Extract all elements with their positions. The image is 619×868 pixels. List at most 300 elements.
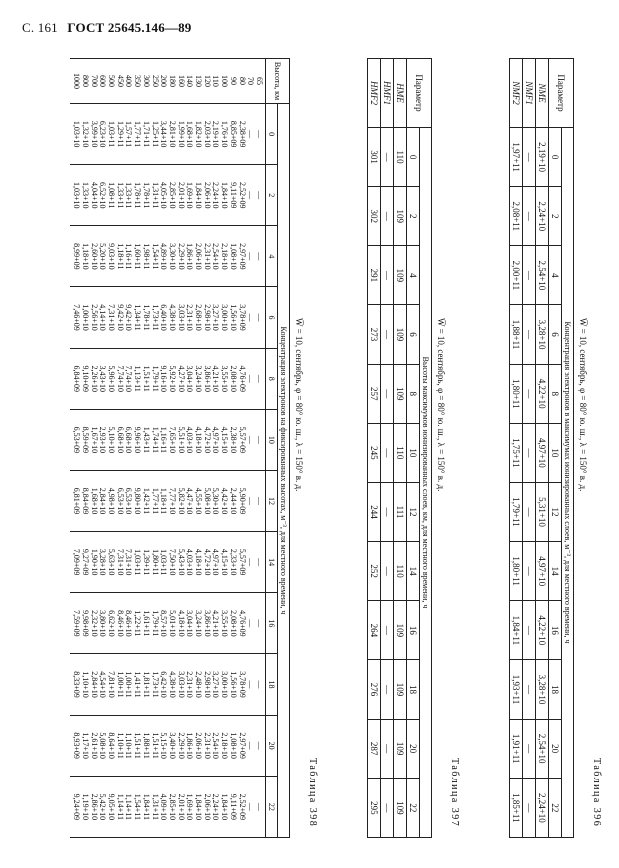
hour-header: 0 xyxy=(266,104,278,165)
value-cell: 4,97+10 xyxy=(536,542,549,601)
value-cell: 109 xyxy=(394,364,407,423)
value-cell: — xyxy=(246,252,256,261)
value-cell: — xyxy=(255,497,264,506)
value-cell: — xyxy=(381,423,394,482)
value-cell: 1,16+11 xyxy=(159,426,169,453)
value-cell: 1,03+11 xyxy=(107,120,117,148)
table-396 xyxy=(509,58,574,858)
value-cell: — xyxy=(523,601,536,660)
value-cell: 301 xyxy=(368,128,381,187)
value-cell: 5,08+10 xyxy=(202,487,212,515)
value-cell: 1,80+11 xyxy=(510,542,523,601)
value-cell: 5,90+09 xyxy=(237,487,247,515)
value-cell: 2,03+10 xyxy=(202,120,212,148)
value-cell: 1,33+11 xyxy=(115,182,125,209)
param-cell: NMF2 xyxy=(510,59,523,128)
value-cell: 2,18+10 xyxy=(220,243,230,270)
value-cell: 1,31+11 xyxy=(150,793,160,820)
hour-header: 12 xyxy=(407,482,420,541)
value-cell: 1,74+11 xyxy=(150,426,160,453)
value-cell: 3,55+10 xyxy=(220,610,230,637)
value-cell: 9,27+09 xyxy=(80,548,90,576)
value-cell: 3,24+10 xyxy=(194,365,204,392)
value-cell: 9,42+10 xyxy=(115,304,125,331)
value-cell: 5,42+10 xyxy=(98,793,108,821)
value-cell: 4,21+10 xyxy=(211,365,221,392)
value-cell: 1,69+10 xyxy=(185,793,195,821)
height-cell: 300 xyxy=(141,75,151,87)
value-cell: 1,60+11 xyxy=(133,243,143,270)
value-cell: 109 xyxy=(394,187,407,246)
height-cell: 70 xyxy=(246,77,256,85)
value-cell: 1,54+11 xyxy=(150,243,160,270)
value-cell: 2,06+10 xyxy=(202,793,212,821)
value-cell: 2,32+10 xyxy=(89,610,99,637)
hour-column xyxy=(70,226,266,287)
value-cell: 1,68+10 xyxy=(89,487,99,515)
value-cell: 6,52+10 xyxy=(98,181,108,209)
value-cell: 7,50+10 xyxy=(167,548,177,576)
value-cell: 2,86+10 xyxy=(89,793,99,821)
table-398-subcaption: Концентрация электронов на фиксированных высотах, м⁻³, для местного времени, ч xyxy=(278,104,290,838)
heights-column xyxy=(70,59,266,104)
value-cell: 1,93+11 xyxy=(510,660,523,719)
value-cell: 5,01+10 xyxy=(167,610,177,637)
value-cell: 244 xyxy=(368,482,381,541)
table-row xyxy=(510,59,523,838)
value-cell: 4,76+09 xyxy=(237,610,247,637)
value-cell: 8,84+09 xyxy=(80,487,90,515)
hour-column xyxy=(70,654,266,715)
value-cell: 2,26+10 xyxy=(89,365,99,392)
height-cell: 140 xyxy=(185,75,195,87)
value-cell: 2,18+10 xyxy=(220,732,230,759)
value-cell: 1,32+10 xyxy=(80,120,90,148)
value-cell: 1,57+11 xyxy=(124,120,134,148)
height-cell: 110 xyxy=(211,75,221,87)
value-cell: 1,13+11 xyxy=(133,365,143,392)
table-396-caption: W̅ = 10, сентябрь, φ = 80° ю. ш., λ = 150° в. д. xyxy=(578,318,588,492)
value-cell: 1,97+11 xyxy=(510,128,523,187)
value-cell: 2,06+10 xyxy=(194,732,204,759)
value-cell: 1,84+10 xyxy=(194,181,204,209)
value-cell: 8,85+09 xyxy=(228,120,238,148)
value-cell: 4,97+10 xyxy=(211,548,221,576)
hour-header: 16 xyxy=(549,601,562,660)
value-cell: 4,15+10 xyxy=(220,426,230,454)
value-cell: — xyxy=(523,423,536,482)
table-398-number: Таблица 398 xyxy=(307,758,318,828)
value-cell: — xyxy=(523,246,536,305)
value-cell: 1,14+11 xyxy=(115,793,125,820)
value-cell: — xyxy=(255,374,264,383)
param-cell: HMF2 xyxy=(368,59,381,128)
hour-header: 4 xyxy=(549,246,562,305)
value-cell: 1,51+11 xyxy=(141,365,151,392)
value-cell: 2,98+10 xyxy=(202,671,212,698)
table-397-caption: W̅ = 10, сентябрь, φ = 80° ю. ш., λ = 150° в. д. xyxy=(436,318,446,492)
value-cell: 5,43+10 xyxy=(176,548,186,576)
hour-header: 0 xyxy=(549,128,562,187)
value-cell: 2,48+10 xyxy=(194,671,204,698)
value-cell: 6,84+09 xyxy=(72,365,82,392)
height-cell: 800 xyxy=(80,75,90,87)
hour-header: 22 xyxy=(549,778,562,837)
value-cell: — xyxy=(381,719,394,778)
value-cell: 2,33+10 xyxy=(228,548,238,576)
value-cell: 4,38+10 xyxy=(167,304,177,331)
value-cell: 1,61+11 xyxy=(141,610,151,637)
table-397 xyxy=(367,58,432,858)
value-cell: — xyxy=(246,741,256,750)
hour-header: 10 xyxy=(549,423,562,482)
height-cell: 80 xyxy=(237,77,247,85)
value-cell: 1,22+11 xyxy=(133,610,143,637)
value-cell: — xyxy=(246,130,256,139)
page-header xyxy=(22,20,192,36)
value-cell: 1,75+11 xyxy=(510,423,523,482)
value-cell: — xyxy=(246,558,256,567)
table-row xyxy=(381,59,394,838)
value-cell: 2,85+10 xyxy=(167,181,177,209)
value-cell: 2,01+10 xyxy=(176,181,186,209)
value-cell: — xyxy=(255,741,264,750)
value-cell: 1,10+11 xyxy=(124,732,134,759)
value-cell: 4,54+10 xyxy=(98,671,108,698)
height-cell: 200 xyxy=(159,75,169,87)
value-cell: 1,86+10 xyxy=(185,732,195,759)
value-cell: 1,33+10 xyxy=(80,181,90,209)
value-cell: 2,38+09 xyxy=(237,120,247,148)
rotated-page-body xyxy=(28,58,608,858)
hour-header: 22 xyxy=(266,776,278,837)
table-row xyxy=(523,59,536,838)
height-cell: 160 xyxy=(176,75,186,87)
value-cell: 1,80+11 xyxy=(510,364,523,423)
value-cell: — xyxy=(255,191,264,200)
value-cell: 8,99+09 xyxy=(72,243,82,270)
height-cell: 400 xyxy=(124,75,134,87)
hour-header: 16 xyxy=(266,593,278,654)
value-cell: 2,29+10 xyxy=(176,732,186,759)
value-cell: 1,54+11 xyxy=(133,793,143,820)
value-cell: 2,54+10 xyxy=(211,732,221,759)
standard-code: ГОСТ 25645.146—89 xyxy=(67,20,192,35)
table-398 xyxy=(70,58,290,858)
value-cell: 1,73+11 xyxy=(150,671,160,698)
height-cell: 100 xyxy=(220,75,230,87)
hour-column xyxy=(70,409,266,470)
value-cell: 1,78+11 xyxy=(141,304,151,331)
value-cell: 4,97+10 xyxy=(536,423,549,482)
value-cell: 6,53+10 xyxy=(115,487,125,515)
value-cell: 1,79+11 xyxy=(150,610,160,637)
value-cell: 9,96+10 xyxy=(133,426,143,454)
value-cell: 9,11+09 xyxy=(228,793,238,820)
value-cell: 1,08+10 xyxy=(228,243,238,270)
value-cell: — xyxy=(246,435,256,444)
value-cell: — xyxy=(246,680,256,689)
value-cell: 1,88+11 xyxy=(141,732,151,759)
table-row xyxy=(70,59,266,838)
value-cell: 2,01+10 xyxy=(176,793,186,821)
value-cell: — xyxy=(255,680,264,689)
hour-header: 4 xyxy=(407,246,420,305)
value-cell: 3,55+10 xyxy=(220,365,230,392)
value-cell: 2,56+10 xyxy=(89,304,99,331)
value-cell: 7,77+10 xyxy=(167,487,177,515)
value-cell: — xyxy=(246,619,256,628)
value-cell: 302 xyxy=(368,187,381,246)
value-cell: 4,72+10 xyxy=(202,426,212,454)
hour-header: 14 xyxy=(407,542,420,601)
value-cell: 2,06+10 xyxy=(194,243,204,270)
value-cell: 2,85+10 xyxy=(167,793,177,821)
param-cell: NME xyxy=(536,59,549,128)
value-cell: 4,72+10 xyxy=(202,548,212,576)
value-cell: 8,33+09 xyxy=(72,671,82,698)
value-cell: 1,67+10 xyxy=(89,426,99,454)
value-cell: 2,19+10 xyxy=(536,128,549,187)
value-cell: 3,99+10 xyxy=(89,120,99,148)
value-cell: 4,18+10 xyxy=(176,610,186,637)
value-cell: 3,28+10 xyxy=(98,548,108,576)
value-cell: 109 xyxy=(394,778,407,837)
height-cell: 120 xyxy=(202,75,212,87)
value-cell: 1,84+11 xyxy=(141,793,151,820)
height-cell: 65 xyxy=(255,77,264,85)
value-cell: 3,03+10 xyxy=(176,304,186,331)
hour-header: 18 xyxy=(549,660,562,719)
value-cell: — xyxy=(255,619,264,628)
value-cell: 291 xyxy=(368,246,381,305)
value-cell: 2,29+10 xyxy=(176,243,186,270)
hour-header: 20 xyxy=(407,719,420,778)
value-cell: 1,71+11 xyxy=(141,120,151,148)
value-cell: 2,19+10 xyxy=(211,120,221,148)
value-cell: 6,23+10 xyxy=(98,120,108,148)
value-cell: 2,60+10 xyxy=(89,243,99,270)
value-cell: 4,47+10 xyxy=(185,487,195,515)
hour-header: 4 xyxy=(266,226,278,287)
value-cell: 1,80+11 xyxy=(150,549,160,576)
value-cell: 2,84+10 xyxy=(98,487,108,515)
value-cell: 245 xyxy=(368,423,381,482)
hour-header: 14 xyxy=(549,542,562,601)
value-cell: 1,82+10 xyxy=(194,120,204,148)
table-398-caption: W̅ = 10, сентябрь, φ = 80° ю. ш., λ = 150° в. д. xyxy=(294,318,304,492)
value-cell: 1,03+11 xyxy=(133,549,143,576)
value-cell: 2,08+10 xyxy=(228,365,238,392)
value-cell: 109 xyxy=(394,660,407,719)
value-cell: 2,84+10 xyxy=(89,671,99,698)
hour-column xyxy=(70,776,266,837)
value-cell: 2,52+09 xyxy=(237,793,247,821)
value-cell: 1,78+11 xyxy=(141,182,151,209)
hour-column xyxy=(70,715,266,776)
value-cell: 3,27+10 xyxy=(211,304,221,331)
value-cell: — xyxy=(381,246,394,305)
hour-column xyxy=(70,348,266,409)
value-cell: 9,98+09 xyxy=(80,610,90,637)
value-cell: 2,31+10 xyxy=(185,671,195,698)
value-cell: 6,68+10 xyxy=(115,426,125,454)
param-cell: HME xyxy=(394,59,407,128)
value-cell: 257 xyxy=(368,364,381,423)
table-397-number: Таблица 397 xyxy=(449,758,460,828)
value-cell: 109 xyxy=(394,719,407,778)
value-cell: 1,00+11 xyxy=(124,671,134,698)
value-cell: 110 xyxy=(394,128,407,187)
value-cell: — xyxy=(523,778,536,837)
height-cell: 600 xyxy=(98,75,108,87)
hour-column xyxy=(70,104,266,165)
value-cell: 8,57+10 xyxy=(159,610,169,637)
value-cell: — xyxy=(523,364,536,423)
value-cell: 5,96+10 xyxy=(107,365,117,392)
value-cell: 110 xyxy=(394,542,407,601)
value-cell: 1,31+11 xyxy=(150,182,160,209)
table-row xyxy=(368,59,381,838)
value-cell: 7,09+09 xyxy=(72,548,82,576)
value-cell: 7,31+10 xyxy=(107,304,117,331)
value-cell: 7,74+10 xyxy=(124,365,134,392)
value-cell: — xyxy=(381,660,394,719)
hour-header: 22 xyxy=(407,778,420,837)
hour-header: 6 xyxy=(407,305,420,364)
height-cell: 450 xyxy=(115,75,125,87)
value-cell: 3,28+10 xyxy=(536,305,549,364)
value-cell: 1,08+10 xyxy=(228,732,238,759)
value-cell: 1,79+11 xyxy=(510,482,523,541)
value-cell: 1,29+11 xyxy=(115,120,125,148)
value-cell: 4,22+10 xyxy=(536,364,549,423)
value-cell: — xyxy=(381,128,394,187)
value-cell: 3,86+10 xyxy=(202,610,212,637)
hour-column xyxy=(70,532,266,593)
height-header: Высота, км xyxy=(266,59,290,104)
value-cell: 2,68+10 xyxy=(194,304,204,331)
value-cell: 1,08+11 xyxy=(107,182,117,209)
value-cell: 3,03+10 xyxy=(176,671,186,698)
value-cell: 5,31+10 xyxy=(536,482,549,541)
value-cell: 2,98+10 xyxy=(202,304,212,331)
value-cell: 9,10+09 xyxy=(80,365,90,392)
value-cell: 1,77+11 xyxy=(133,120,143,148)
value-cell: 4,27+10 xyxy=(176,365,186,392)
value-cell: 2,81+10 xyxy=(167,120,177,148)
value-cell: 9,24+09 xyxy=(72,793,82,821)
value-cell: 2,38+10 xyxy=(228,426,238,454)
value-cell: — xyxy=(246,191,256,200)
value-cell: 1,81+11 xyxy=(141,671,151,698)
value-cell: 8,93+09 xyxy=(72,732,82,759)
value-cell: — xyxy=(381,542,394,601)
value-cell: 5,15+10 xyxy=(159,732,169,759)
value-cell: 3,00+10 xyxy=(220,304,230,331)
value-cell: 273 xyxy=(368,305,381,364)
value-cell: — xyxy=(255,130,264,139)
value-cell: 1,18+11 xyxy=(159,487,169,515)
value-cell: 1,85+11 xyxy=(510,778,523,837)
hour-header: 6 xyxy=(549,305,562,364)
value-cell: 1,16+11 xyxy=(124,243,134,270)
value-cell: 5,92+10 xyxy=(167,365,177,392)
value-cell: 3,00+10 xyxy=(220,671,230,698)
value-cell: 109 xyxy=(394,305,407,364)
value-cell: 1,43+11 xyxy=(141,426,151,453)
value-cell: 4,03+10 xyxy=(185,426,195,454)
value-cell: 2,44+10 xyxy=(228,487,238,515)
value-cell: 4,03+10 xyxy=(185,548,195,576)
value-cell: 1,18+11 xyxy=(115,243,125,270)
value-cell: 2,61+10 xyxy=(89,732,99,759)
param-header: Параметр xyxy=(549,59,574,128)
hour-header: 14 xyxy=(266,532,278,593)
value-cell: 1,18+10 xyxy=(80,243,90,270)
value-cell: 1,84+10 xyxy=(220,793,230,821)
value-cell: 1,90+10 xyxy=(89,548,99,576)
value-cell: 1,78+11 xyxy=(133,182,143,209)
value-cell: 1,51+11 xyxy=(150,732,160,759)
value-cell: 110 xyxy=(394,423,407,482)
value-cell: 2,06+10 xyxy=(202,181,212,209)
value-cell: 8,59+09 xyxy=(80,426,90,454)
value-cell: 1,68+10 xyxy=(185,120,195,148)
value-cell: 1,69+10 xyxy=(185,181,195,209)
value-cell: 1,76+10 xyxy=(220,120,230,148)
value-cell: 4,09+10 xyxy=(159,793,169,821)
height-cell: 180 xyxy=(167,75,177,87)
value-cell: 4,22+10 xyxy=(536,601,549,660)
value-cell: 2,31+10 xyxy=(202,243,212,270)
value-cell: 7,81+10 xyxy=(107,671,117,698)
value-cell: 3,78+09 xyxy=(237,304,247,331)
height-cell: 90 xyxy=(228,77,238,85)
value-cell: 1,91+11 xyxy=(510,719,523,778)
value-cell: 2,00+11 xyxy=(510,246,523,305)
value-cell: 1,84+10 xyxy=(194,793,204,821)
hour-header: 18 xyxy=(266,654,278,715)
value-cell: 7,65+10 xyxy=(167,426,177,454)
value-cell: 1,33+11 xyxy=(124,182,134,209)
height-cell: 250 xyxy=(150,75,160,87)
height-cell: 130 xyxy=(194,75,204,87)
height-cell: 500 xyxy=(107,75,117,87)
value-cell: 5,57+09 xyxy=(237,426,247,454)
value-cell: 5,08+10 xyxy=(98,732,108,759)
value-cell: — xyxy=(255,252,264,261)
value-cell: 111 xyxy=(394,482,407,541)
value-cell: 9,05+10 xyxy=(107,793,117,821)
value-cell: 6,68+10 xyxy=(124,426,134,454)
param-cell: NMF1 xyxy=(523,59,536,128)
hour-column xyxy=(70,470,266,531)
value-cell: 7,31+10 xyxy=(115,548,125,576)
value-cell: 6,81+09 xyxy=(72,487,82,515)
value-cell: 6,53+10 xyxy=(124,487,134,515)
value-cell: 8,46+10 xyxy=(115,610,125,637)
param-header: Параметр xyxy=(407,59,432,128)
value-cell: — xyxy=(381,601,394,660)
value-cell: 4,98+10 xyxy=(107,487,117,515)
value-cell: — xyxy=(246,313,256,322)
value-cell: — xyxy=(246,374,256,383)
value-cell: 5,20+10 xyxy=(98,243,108,270)
hour-column xyxy=(70,287,266,348)
value-cell: 2,24+10 xyxy=(536,187,549,246)
hour-header: 18 xyxy=(407,660,420,719)
